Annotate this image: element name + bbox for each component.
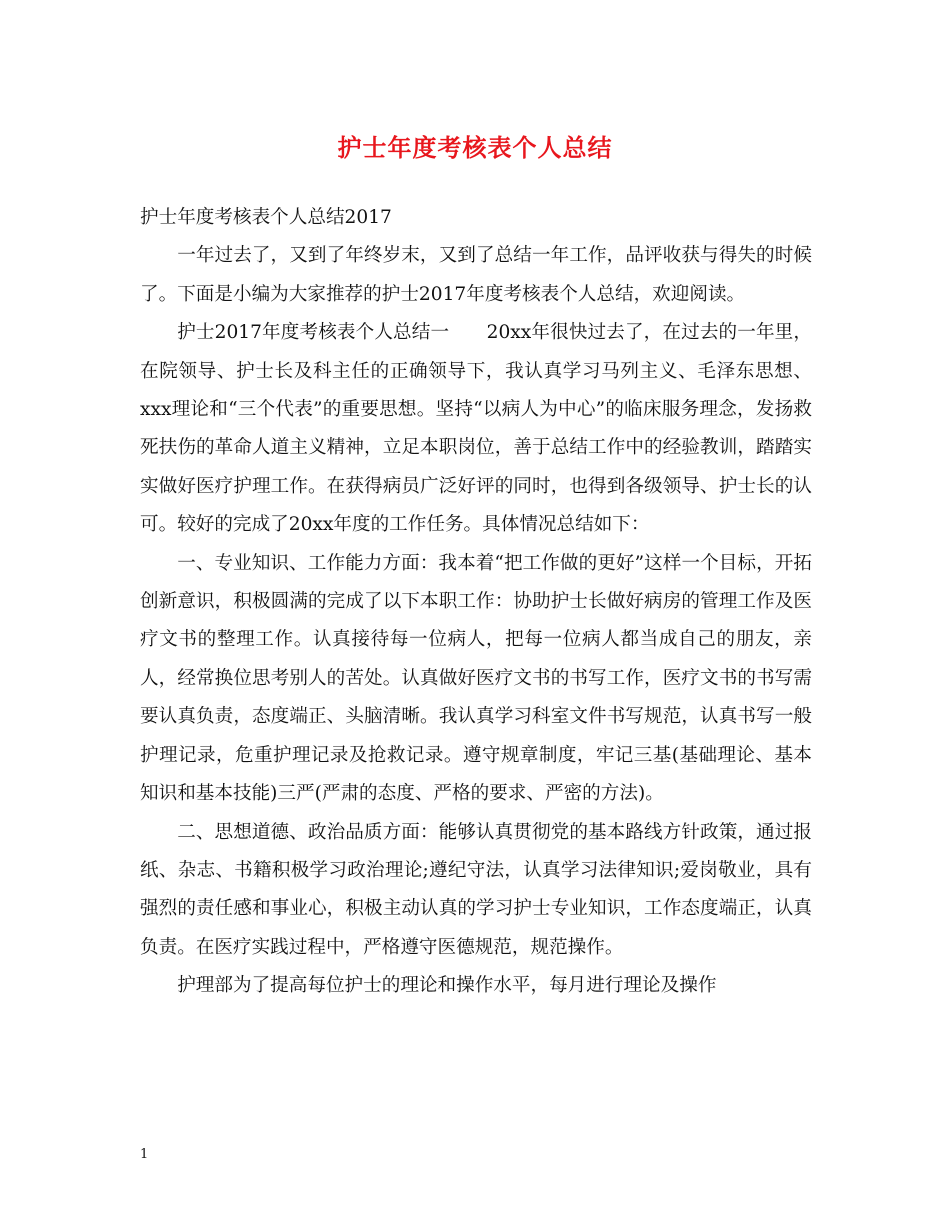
document-title: 护士年度考核表个人总结 [337,134,613,162]
paragraph-summary-one: 护士2017年度考核表个人总结一 20xx年很快过去了，在过去的一年里，在院领导、护士长及科主任的正确领导下，我认真学习马列主义、毛泽东思想、xxx理论和“三个代表”的重要思想。坚持“以病人为中心”的临床服务理念，发扬救死扶伤的革命人道主义精神，立足本职岗位，善于总结工作中的经验教训，踏踏实实做好医疗护理工作。在获得病员广泛好评的同时，也得到各级领导、护士长的认可。较好的完成了20xx年度的工作任务。具体情况总结如下： [140,322,812,536]
document-body [140,199,812,1006]
paragraph-intro: 一年过去了，又到了年终岁末，又到了总结一年工作，品评收获与得失的时候了。下面是小编为大家推荐的护士2017年度考核表个人总结，欢迎阅读。 [140,245,812,305]
paragraph-professional-knowledge: 一、专业知识、工作能力方面：我本着“把工作做的更好”这样一个目标，开拓创新意识，积极圆满的完成了以下本职工作：协助护士长做好病房的管理工作及医疗文书的整理工作。认真接待每一位病人，把每一位病人都当成自己的朋友，亲人，经常换位思考别人的苦处。认真做好医疗文书的书写工作，医疗文书的书写需要认真负责，态度端正、头脑清晰。我认真学习科室文件书写规范，认真书写一般护理记录，危重护理记录及抢救记录。遵守规章制度，牢记三基(基础理论、基本知识和基本技能)三严(严肃的态度、严格的要求、严密的方法)。 [140,552,812,805]
paragraph-nursing-department: 护理部为了提高每位护士的理论和操作水平，每月进行理论及操作 [177,975,717,997]
page-number: 1 [140,1147,149,1162]
document-subtitle: 护士年度考核表个人总结2017 [140,207,392,228]
paragraph-ideology-morality: 二、思想道德、政治品质方面：能够认真贯彻党的基本路线方针政策，通过报纸、杂志、书籍积极学习政治理论;遵纪守法，认真学习法律知识;爱岗敬业，具有强烈的责任感和事业心，积极主动认真的学习护士专业知识，工作态度端正，认真负责。在医疗实践过程中，严格遵守医德规范，规范操作。 [140,821,812,958]
